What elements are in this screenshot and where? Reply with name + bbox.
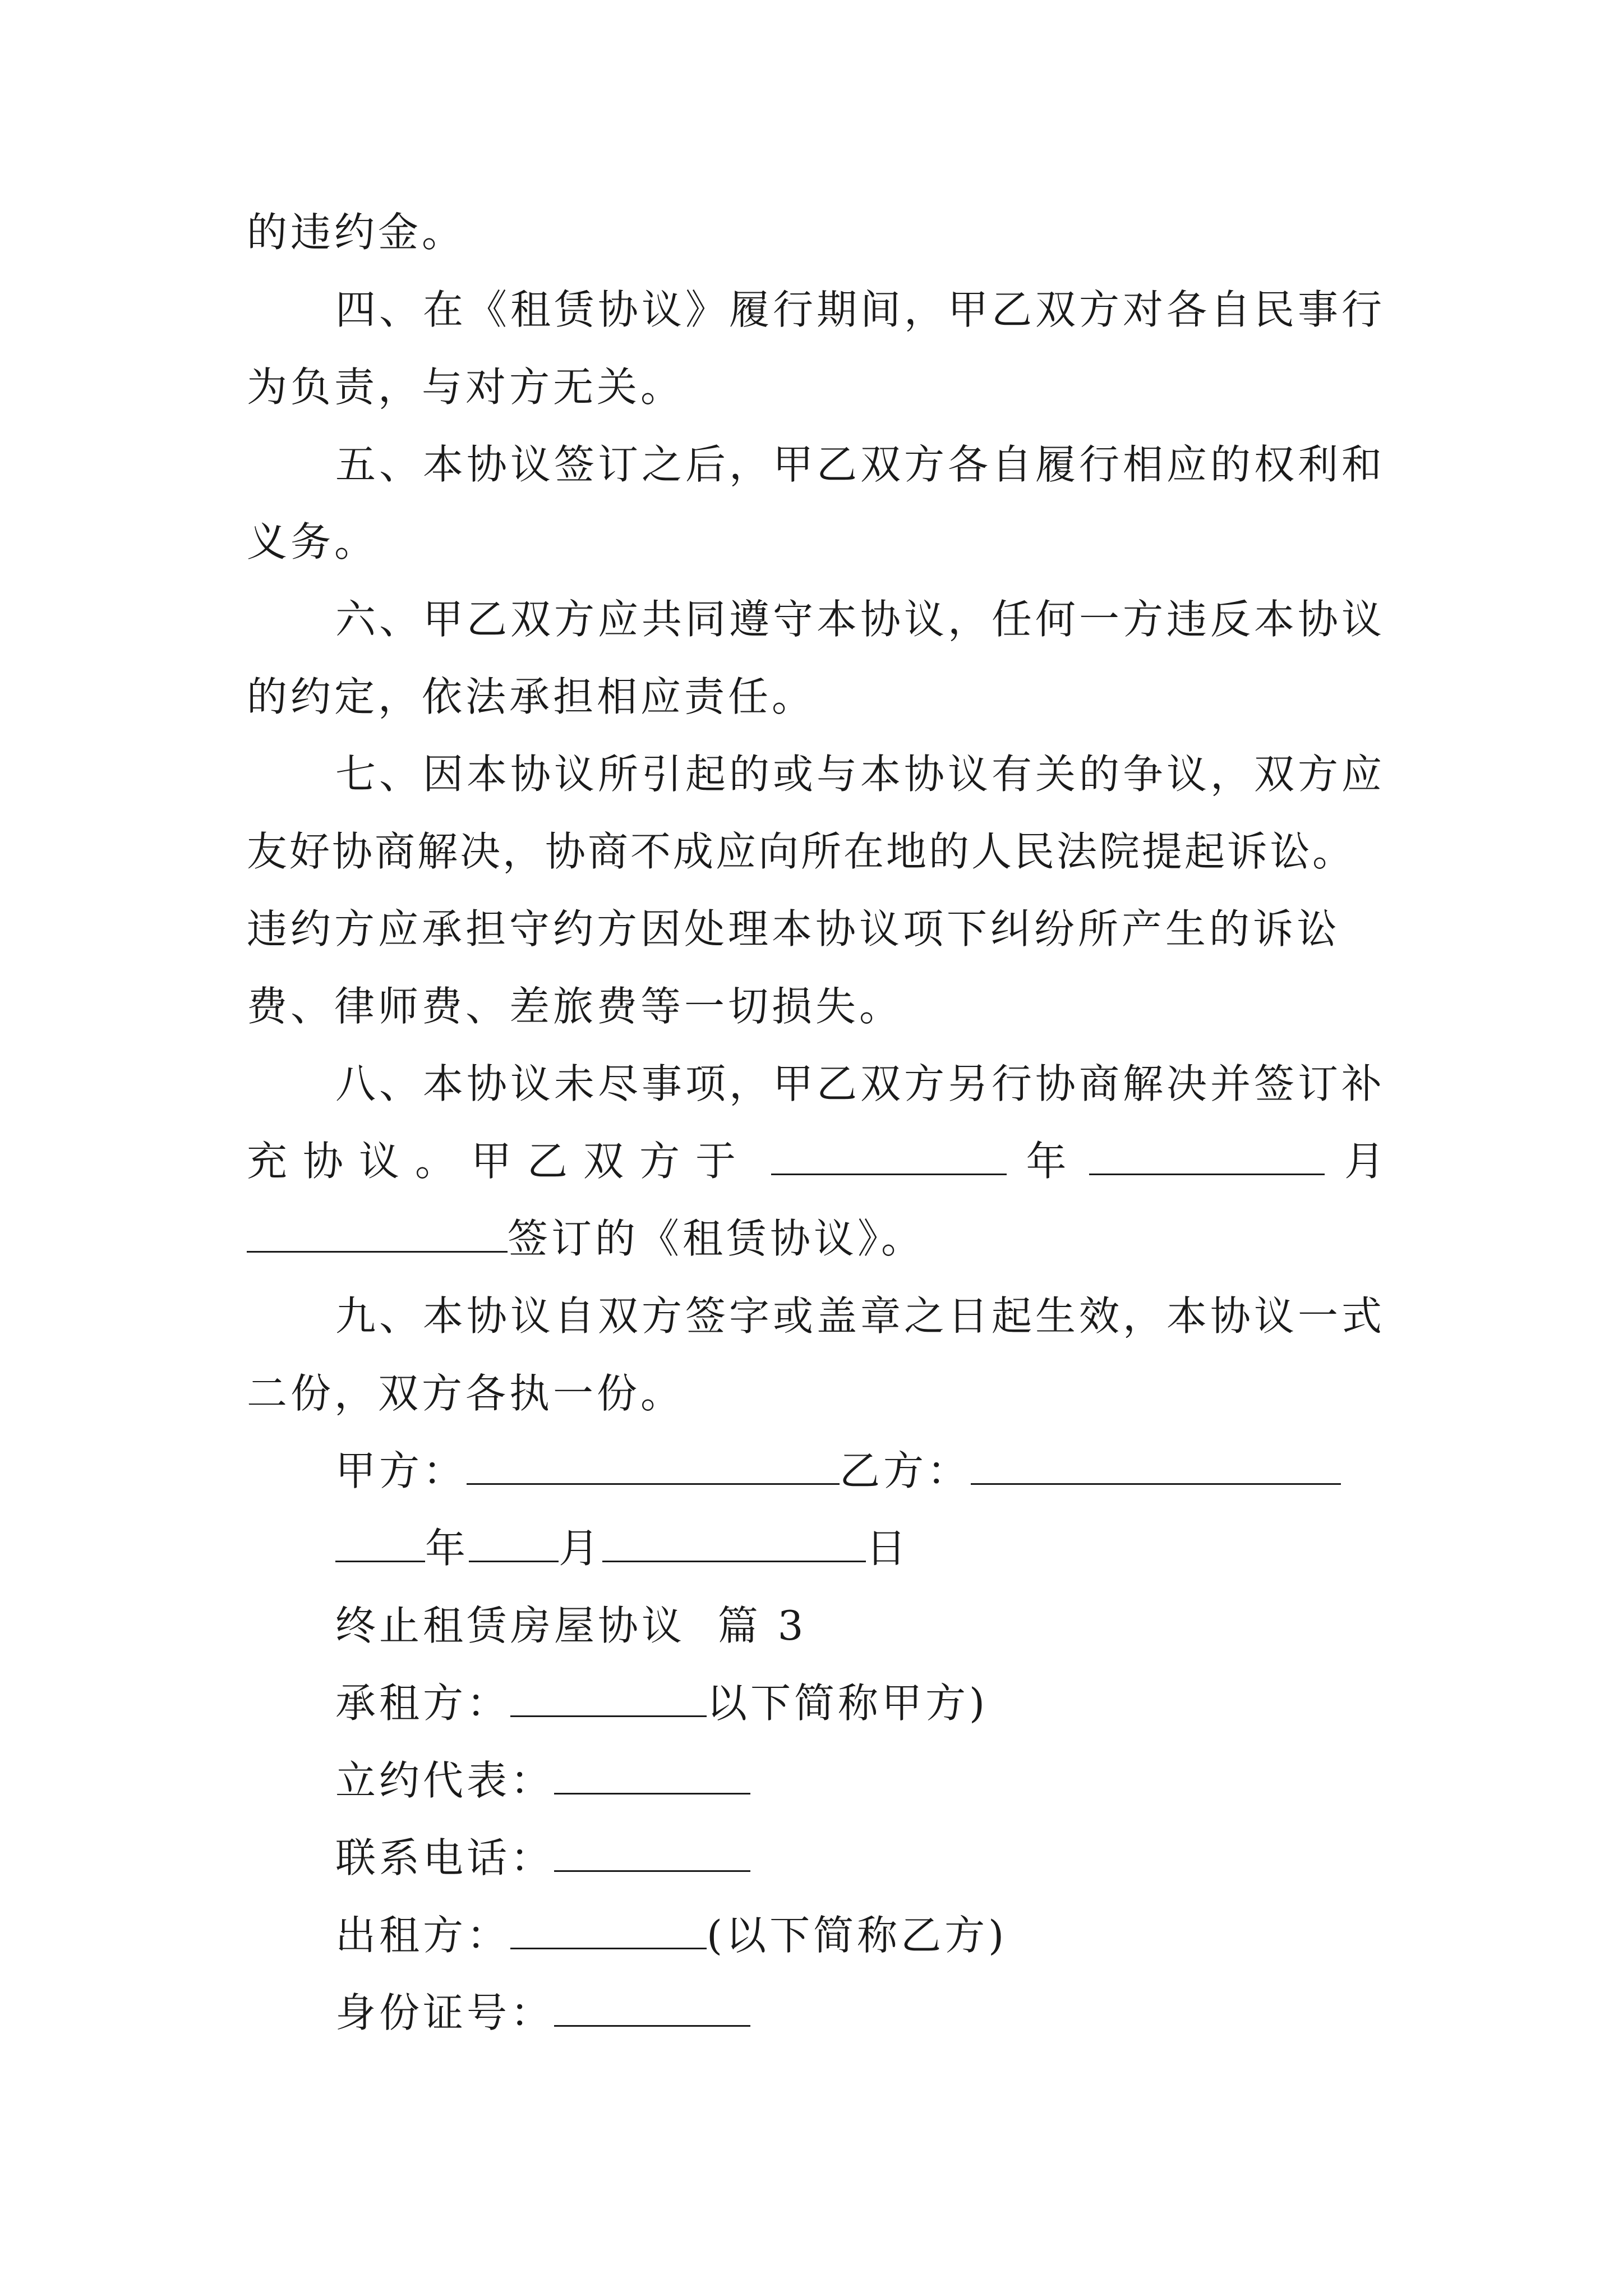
id-number-line — [247, 1974, 1388, 2051]
representative-line — [247, 1742, 1388, 1819]
clause-8-text: 充协议。甲乙双方于 — [247, 1138, 752, 1185]
clause-7-line-2: 友好协商解决，协商不成应向所在地的人民法院提起诉讼。 — [247, 828, 1355, 875]
tenant-label: 承租方： — [335, 1680, 511, 1727]
lessor-label: 出租方： — [335, 1912, 511, 1959]
clause-7-line-3: 违约方应承担守约方因处理本协议项下纠纷所产生的诉讼 — [247, 905, 1341, 953]
id-number-field[interactable] — [554, 1990, 750, 2027]
lessor-field[interactable] — [510, 1913, 707, 1949]
phone-line — [247, 1819, 1388, 1897]
clause-8-line-3-text: 签订的《租赁协议》。 — [508, 1215, 925, 1262]
clause-8-line-2 — [247, 1122, 1388, 1200]
sign-day-field[interactable] — [602, 1526, 866, 1562]
party-b-signature-field[interactable] — [971, 1448, 1341, 1485]
clause-7-line-1: 七、因本协议所引起的或与本协议有关的争议，双方应 — [335, 751, 1386, 798]
signature-line — [247, 1432, 1388, 1510]
representative-label: 立约代表： — [335, 1757, 555, 1804]
clause-5-line-1: 五、本协议签订之后，甲乙双方各自履行相应的权利和 — [335, 441, 1386, 488]
lessor-suffix: (以下简称乙方) — [707, 1912, 1008, 1959]
clause-8-line-1: 八、本协议未尽事项，甲乙双方另行协商解决并签订补 — [335, 1060, 1386, 1107]
representative-field[interactable] — [554, 1758, 750, 1795]
clause-6-line-2: 的约定，依法承担相应责任。 — [247, 673, 816, 720]
paragraph-3-tail: 的违约金。 — [247, 209, 466, 256]
phone-label: 联系电话： — [335, 1834, 555, 1881]
month-label: 月 — [1344, 1138, 1388, 1185]
clause-5-line-2: 义务。 — [247, 518, 379, 565]
clause-7-line-4: 费、律师费、差旅费等一切损失。 — [247, 983, 903, 1030]
day-blank-field[interactable] — [247, 1216, 508, 1253]
clause-8-line-3 — [247, 1200, 1388, 1277]
phone-field[interactable] — [554, 1835, 750, 1872]
clause-9-line-2: 二份，双方各执一份。 — [247, 1370, 685, 1417]
clause-4-line-2: 为负责，与对方无关。 — [247, 364, 685, 411]
lessor-line — [247, 1897, 1388, 1974]
party-b-label: 乙方： — [840, 1447, 971, 1494]
signature-date-line — [247, 1510, 1388, 1587]
party-a-label: 甲方： — [335, 1447, 467, 1494]
tenant-line — [247, 1664, 1388, 1742]
year-label: 年 — [1026, 1138, 1070, 1185]
sign-day-label: 日 — [866, 1525, 910, 1572]
sign-month-label: 月 — [559, 1525, 603, 1572]
clause-6-line-1: 六、甲乙双方应共同遵守本协议，任何一方违反本协议 — [335, 596, 1386, 643]
sign-year-field[interactable] — [335, 1526, 425, 1562]
month-blank-field[interactable] — [1089, 1139, 1325, 1175]
party-a-signature-field[interactable] — [467, 1448, 840, 1485]
year-blank-field[interactable] — [771, 1139, 1007, 1175]
tenant-suffix: 以下简称甲方) — [707, 1680, 989, 1727]
sign-year-label: 年 — [425, 1525, 469, 1572]
sign-month-field[interactable] — [469, 1526, 559, 1562]
section-3-title: 终止租赁房屋协议 篇 3 — [335, 1602, 807, 1649]
document-page — [247, 194, 1388, 2051]
clause-9-line-1: 九、本协议自双方签字或盖章之日起生效，本协议一式 — [335, 1292, 1386, 1340]
clause-4-line-1: 四、在《租赁协议》履行期间，甲乙双方对各自民事行 — [335, 286, 1386, 333]
tenant-field[interactable] — [510, 1681, 707, 1717]
id-number-label: 身份证号： — [335, 1989, 555, 2036]
